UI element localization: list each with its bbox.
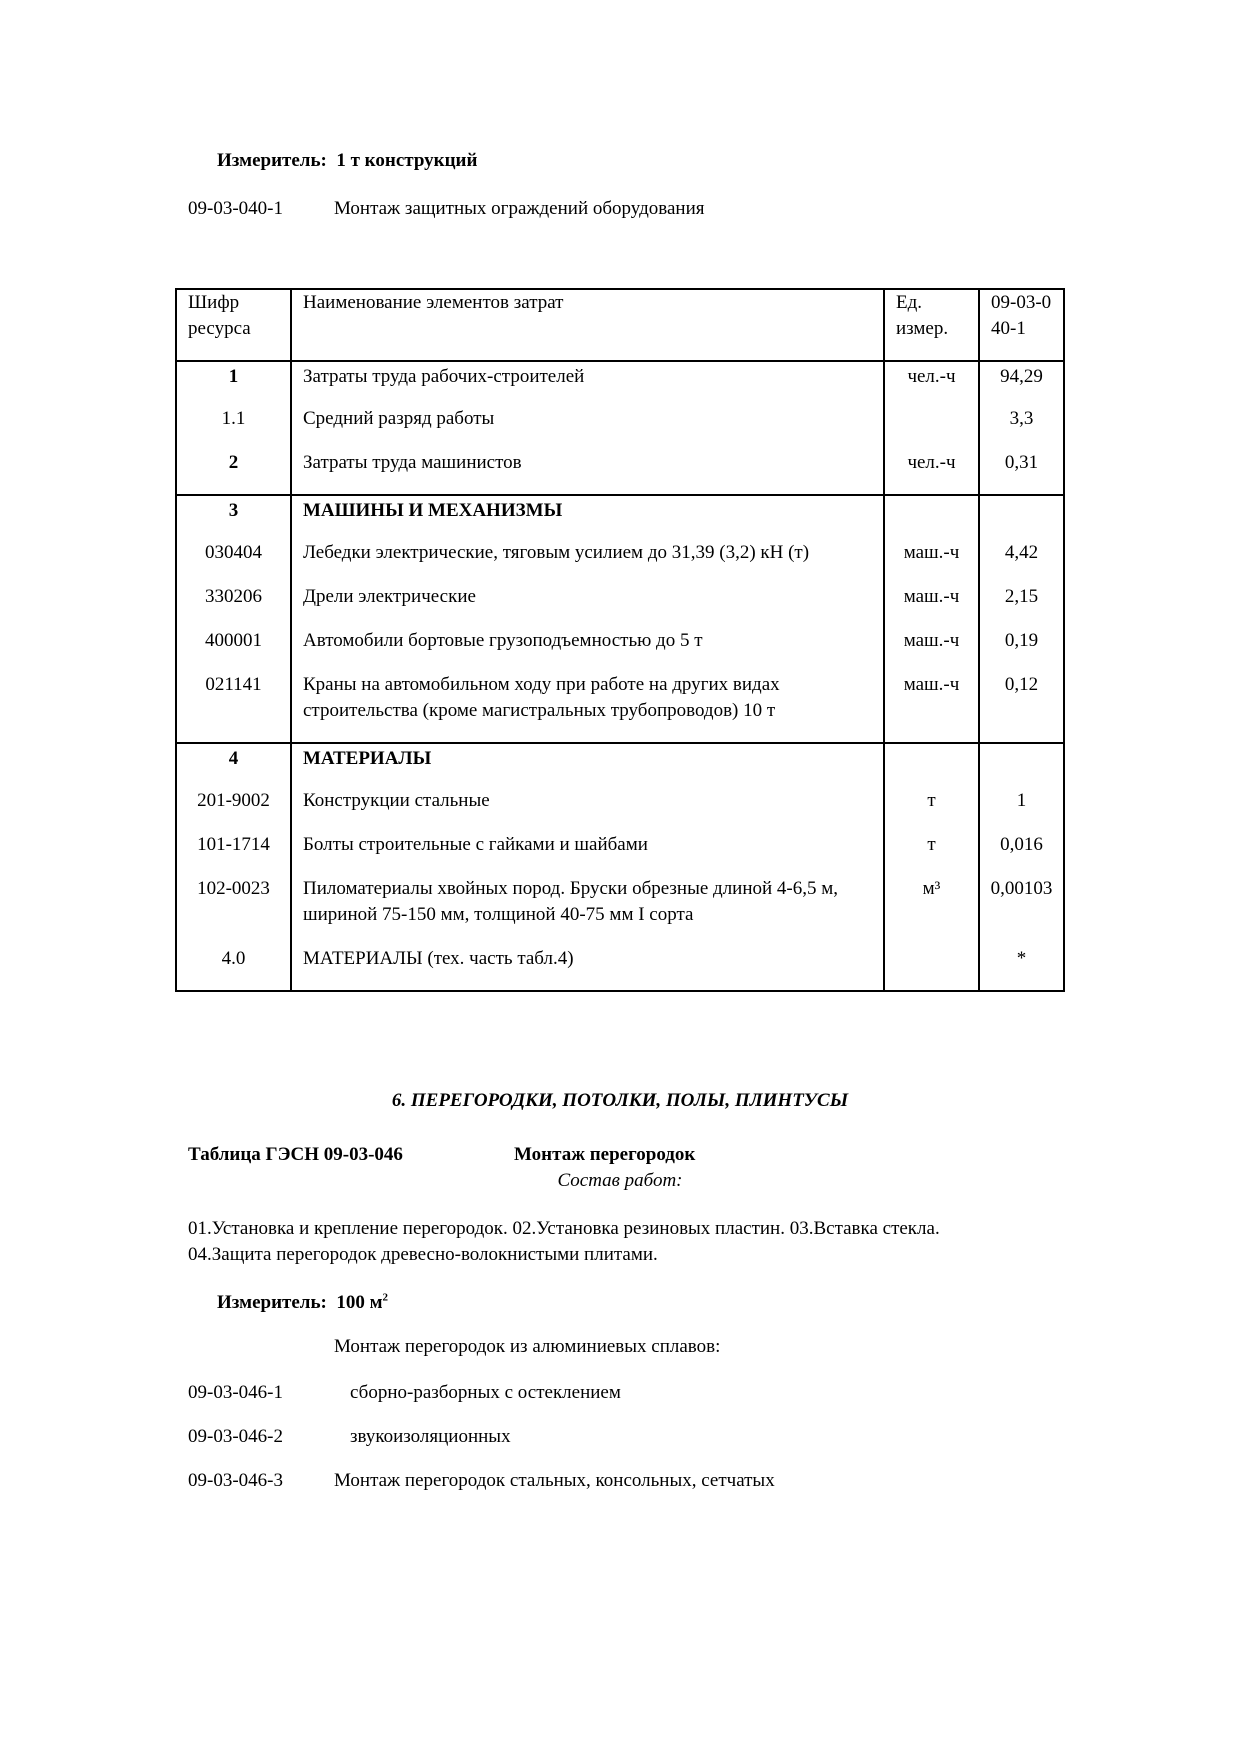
table-title: Монтаж перегородок bbox=[514, 1144, 696, 1165]
resource-name: МАШИНЫ И МЕХАНИЗМЫ bbox=[291, 495, 884, 540]
resource-code: 4 bbox=[176, 743, 291, 788]
resource-name: МАТЕРИАЛЫ (тех. часть табл.4) bbox=[291, 946, 884, 991]
table-row bbox=[176, 788, 1064, 832]
table-row bbox=[176, 450, 1064, 495]
resource-name: МАТЕРИАЛЫ bbox=[291, 743, 884, 788]
composition-line-2: 04.Защита перегородок древесно-волокнистыми плитами. bbox=[188, 1244, 658, 1265]
resource-code: 2 bbox=[176, 450, 291, 495]
resource-code: 201-9002 bbox=[176, 788, 291, 832]
resource-value: 3,3 bbox=[979, 406, 1064, 450]
resource-code: 1.1 bbox=[176, 406, 291, 450]
resource-unit: маш.-ч bbox=[884, 672, 979, 743]
item-text: звукоизоляционных bbox=[350, 1426, 511, 1447]
resource-value: 94,29 bbox=[979, 361, 1064, 406]
resource-value: * bbox=[979, 946, 1064, 991]
table-row bbox=[176, 628, 1064, 672]
measure-sup: 2 bbox=[382, 1291, 389, 1304]
resource-name: Дрели электрические bbox=[291, 584, 884, 628]
resource-code: 4.0 bbox=[176, 946, 291, 991]
resource-name: Краны на автомобильном ходу при работе на других видах строительства (кроме магистральных трубопроводов) 10 т bbox=[291, 672, 884, 743]
resource-name: Пиломатериалы хвойных пород. Бруски обрезные длиной 4-6,5 м, шириной 75-150 мм, толщиной 40-75 мм I сорта bbox=[291, 876, 884, 946]
header-value: 09-03-040-1 bbox=[979, 289, 1064, 361]
header-code: Шифр ресурса bbox=[176, 289, 291, 361]
measure-label-2: Измеритель: bbox=[217, 1292, 327, 1313]
resource-value: 2,15 bbox=[979, 584, 1064, 628]
resource-unit: маш.-ч bbox=[884, 540, 979, 584]
table-row bbox=[176, 832, 1064, 876]
resource-value: 0,00103 bbox=[979, 876, 1064, 946]
resource-code: 1 bbox=[176, 361, 291, 406]
item-code: 09-03-046-3 bbox=[188, 1470, 283, 1491]
table-row bbox=[176, 876, 1064, 946]
item-code: 09-03-046-1 bbox=[188, 1382, 283, 1403]
resource-value: 0,31 bbox=[979, 450, 1064, 495]
measure-value-2: 100 м bbox=[336, 1292, 383, 1313]
resource-unit: м³ bbox=[884, 876, 979, 946]
resource-unit: чел.-ч bbox=[884, 450, 979, 495]
resource-unit: маш.-ч bbox=[884, 584, 979, 628]
resource-value: 4,42 bbox=[979, 540, 1064, 584]
measure-line bbox=[217, 148, 477, 174]
resource-unit bbox=[884, 743, 979, 788]
table-header-row bbox=[176, 289, 1064, 361]
resource-name: Затраты труда машинистов bbox=[291, 450, 884, 495]
item-text: сборно-разборных с остеклением bbox=[350, 1382, 621, 1403]
resource-value: 0,19 bbox=[979, 628, 1064, 672]
norm-title: Монтаж защитных ограждений оборудования bbox=[334, 198, 705, 219]
resource-name: Лебедки электрические, тяговым усилием до 31,39 (3,2) кН (т) bbox=[291, 540, 884, 584]
table-row bbox=[176, 540, 1064, 584]
resource-code: 102-0023 bbox=[176, 876, 291, 946]
resource-code: 021141 bbox=[176, 672, 291, 743]
resource-code: 400001 bbox=[176, 628, 291, 672]
table-row bbox=[176, 361, 1064, 406]
resource-value: 0,016 bbox=[979, 832, 1064, 876]
resource-value: 1 bbox=[979, 788, 1064, 832]
resource-code: 030404 bbox=[176, 540, 291, 584]
resource-name: Средний разряд работы bbox=[291, 406, 884, 450]
resource-unit: чел.-ч bbox=[884, 361, 979, 406]
resource-name: Затраты труда рабочих-строителей bbox=[291, 361, 884, 406]
table-row bbox=[176, 672, 1064, 743]
measure-label: Измеритель: bbox=[217, 150, 327, 171]
resource-unit: т bbox=[884, 788, 979, 832]
table-row bbox=[176, 946, 1064, 991]
resource-value bbox=[979, 495, 1064, 540]
table-row bbox=[176, 495, 1064, 540]
header-unit: Ед. измер. bbox=[884, 289, 979, 361]
resource-unit bbox=[884, 495, 979, 540]
resource-name: Автомобили бортовые грузоподъемностью до 5 т bbox=[291, 628, 884, 672]
resource-table bbox=[175, 288, 1065, 992]
composition-line-1: 01.Установка и крепление перегородок. 02.Установка резиновых пластин. 03.Вставка стекла. bbox=[188, 1218, 940, 1239]
table-label: Таблица ГЭСН 09-03-046 bbox=[188, 1144, 403, 1165]
item-code: 09-03-046-2 bbox=[188, 1426, 283, 1447]
resource-code: 3 bbox=[176, 495, 291, 540]
resource-name: Конструкции стальные bbox=[291, 788, 884, 832]
header-name: Наименование элементов затрат bbox=[291, 289, 884, 361]
table-row bbox=[176, 743, 1064, 788]
resource-unit: маш.-ч bbox=[884, 628, 979, 672]
resource-unit bbox=[884, 406, 979, 450]
norm-code: 09-03-040-1 bbox=[188, 198, 283, 219]
subheading: Монтаж перегородок из алюминиевых сплавов: bbox=[334, 1336, 721, 1357]
measure-value: 1 т конструкций bbox=[336, 150, 478, 171]
resource-unit: т bbox=[884, 832, 979, 876]
section-heading: 6. ПЕРЕГОРОДКИ, ПОТОЛКИ, ПОЛЫ, ПЛИНТУСЫ bbox=[391, 1090, 849, 1111]
item-text: Монтаж перегородок стальных, консольных, сетчатых bbox=[334, 1470, 775, 1491]
resource-code: 101-1714 bbox=[176, 832, 291, 876]
resource-unit bbox=[884, 946, 979, 991]
composition-label: Состав работ: bbox=[557, 1170, 683, 1191]
resource-name: Болты строительные с гайками и шайбами bbox=[291, 832, 884, 876]
measure-line-2 bbox=[217, 1290, 388, 1316]
resource-value: 0,12 bbox=[979, 672, 1064, 743]
table-row bbox=[176, 406, 1064, 450]
resource-value bbox=[979, 743, 1064, 788]
resource-code: 330206 bbox=[176, 584, 291, 628]
table-row bbox=[176, 584, 1064, 628]
